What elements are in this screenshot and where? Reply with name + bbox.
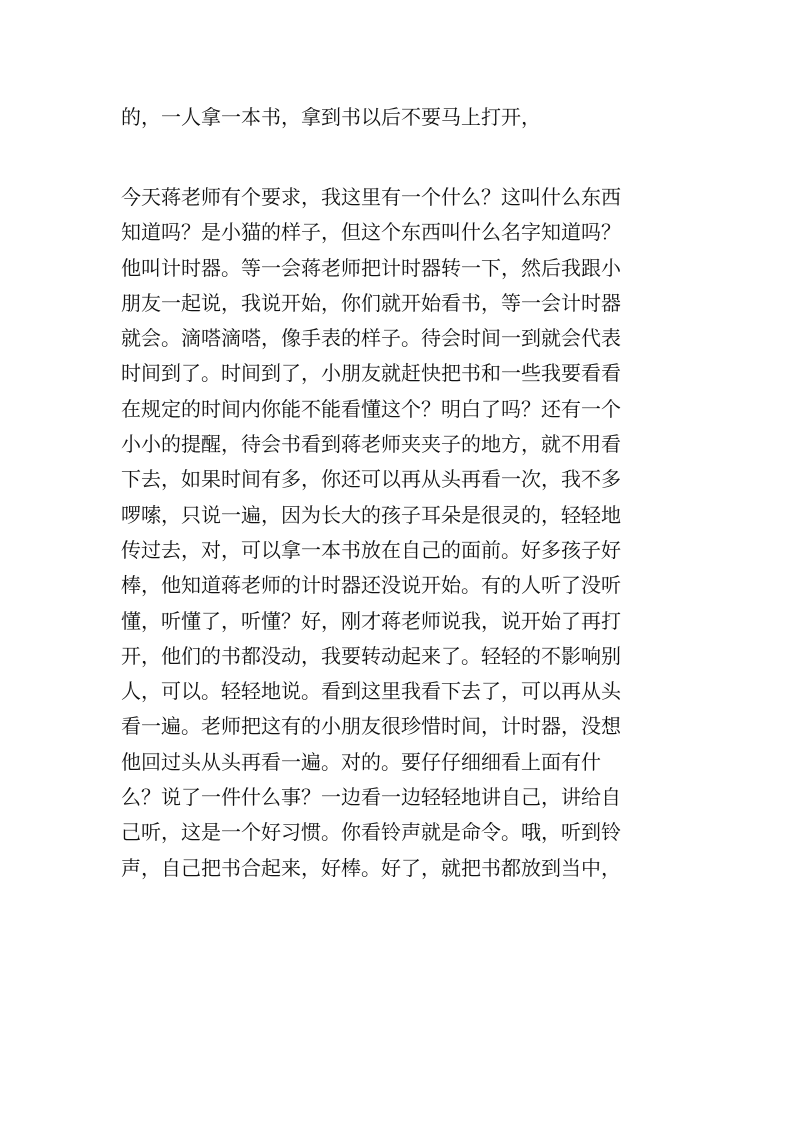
text-line: 知道吗？是小猫的样子，但这个东西叫什么名字知道吗？ <box>121 220 621 245</box>
text-line: 的，一人拿一本书，拿到书以后不要马上打开， <box>121 105 541 129</box>
text-line: 啰嗦，只说一遍，因为长大的孩子耳朵是很灵的，轻轻地 <box>121 502 621 527</box>
text-line: 朋友一起说，我说开始，你们就开始看书，等一会计时器 <box>121 290 621 315</box>
text-line: 棒，他知道蒋老师的计时器还没说开始。有的人听了没听 <box>121 573 621 598</box>
text-line: 时间到了。时间到了，小朋友就赶快把书和一些我要看看 <box>121 361 621 386</box>
text-line: 传过去，对，可以拿一本书放在自己的面前。好多孩子好 <box>121 537 621 562</box>
text-line: 懂，听懂了，听懂？好，刚才蒋老师说我，说开始了再打 <box>121 608 621 633</box>
text-line: 小小的提醒，待会书看到蒋老师夹夹子的地方，就不用看 <box>121 432 621 457</box>
text-line: 己听，这是一个好习惯。你看铃声就是命令。哦，听到铃 <box>121 820 621 845</box>
text-line: 么？说了一件什么事？一边看一边轻轻地讲自己，讲给自 <box>121 785 621 810</box>
text-line: 人，可以。轻轻地说。看到这里我看下去了，可以再从头 <box>121 679 621 704</box>
text-line: 就会。滴嗒滴嗒，像手表的样子。待会时间一到就会代表 <box>121 326 621 351</box>
paragraph-1 <box>121 100 681 135</box>
text-line: 下去，如果时间有多，你还可以再从头再看一次，我不多 <box>121 467 621 492</box>
paragraph-2 <box>121 180 681 886</box>
text-line: 开，他们的书都没动，我要转动起来了。轻轻的不影响别 <box>121 643 621 668</box>
text-line: 声，自己把书合起来，好棒。好了，就把书都放到当中， <box>121 855 621 880</box>
text-line: 他回过头从头再看一遍。对的。要仔仔细细看上面有什 <box>121 749 601 774</box>
text-line: 看一遍。老师把这有的小朋友很珍惜时间，计时器，没想 <box>121 714 621 739</box>
text-line: 今天蒋老师有个要求，我这里有一个什么？这叫什么东西 <box>121 185 621 209</box>
text-line: 他叫计时器。等一会蒋老师把计时器转一下，然后我跟小 <box>121 255 621 280</box>
text-line: 在规定的时间内你能不能看懂这个？明白了吗？还有一个 <box>121 396 621 421</box>
